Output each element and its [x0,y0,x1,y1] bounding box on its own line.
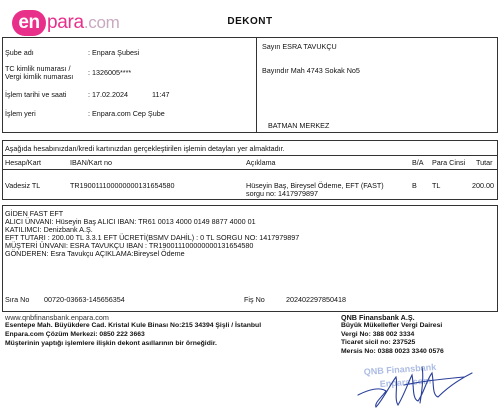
branch-label: Şube adı [5,48,34,57]
date-value: : 17.02.2024 [88,90,128,99]
row-description: Hüseyin Baş, Bireysel Ödeme, EFT (FAST) [246,181,384,190]
date-label: İşlem tarihi ve saati [5,90,67,99]
trade-registry: Ticaret sicil no: 237525 [341,339,416,346]
detail-line-4: EFT TUTARI : 200.00 TL 3.3.1 EFT ÜCRETİ(BSMV DAHİL) : 0 TL SORGU NO: 1417979897 [5,233,300,242]
footer-support: Enpara.com Çözüm Merkezi: 0850 222 3663 [5,331,145,338]
footer-note: Müşterinin yaptığı işlemlere ilişkin dekont asıllarının bir örneğidir. [5,340,217,347]
info-divider [256,37,257,133]
time-value: 11:47 [152,90,170,99]
stamp-line-2: Enpara.com [379,375,432,389]
fis-value: 202402297850418 [286,295,346,304]
row-amount: 200.00 [472,181,494,190]
tax-label: Vergi kimlik numarası [5,72,74,81]
footer-website: www.qnbfinansbank.enpara.com [5,313,109,322]
sira-label: Sıra No [5,295,30,304]
detail-line-3: KATILIMCI: Denizbank A.Ş. [5,225,93,234]
row-currency: TL [432,181,441,190]
info-frame [2,37,498,133]
intro-divider [2,155,498,156]
row-account: Vadesiz TL [5,181,41,190]
customer-city: BATMAN MERKEZ [268,121,330,130]
mersis-number: Mersis No: 0388 0023 3340 0576 [341,348,444,355]
tc-value: : 1326005**** [88,68,132,77]
row-query-no: sorgu no: 1417979897 [246,189,318,198]
tax-office: Büyük Mükellefler Vergi Dairesi [341,322,443,329]
row-ba: B [412,181,417,190]
row-iban: TR190011100000000131654580 [70,181,175,190]
branch-value: : Enpara Şubesi [88,48,140,57]
col-amount: Tutar [476,158,493,167]
customer-name: Sayın ESRA TAVUKÇU [262,42,337,51]
stamp-signature [352,355,492,413]
tc-label: TC kimlik numarası / [5,64,71,73]
detail-line-5: MÜŞTERİ ÜNVANI: ESRA TAVUKÇU IBAN : TR190011100000000131654580 [5,241,254,250]
tax-number: Vergi No: 388 002 3334 [341,331,415,338]
logo-dotcom: .com [83,12,120,32]
location-value: : Enpara.com Cep Şube [88,109,165,118]
location-label: İşlem yeri [5,109,36,118]
fis-label: Fiş No [244,295,265,304]
sira-value: 00720-03663-145656354 [44,295,125,304]
document-title: DEKONT [227,16,273,27]
statement-intro: Aşağıda hesabınızdan/kredi kartınızdan gerçekleştirilen işlemin detayları yer almaktadır. [5,144,285,153]
col-ba: B/A [412,158,424,167]
detail-line-6: GÖNDEREN: Esra Tavukçu AÇIKLAMA:Bireysel Ödeme [5,249,185,258]
detail-line-1: GİDEN FAST EFT [5,209,64,218]
customer-address: Bayındır Mah 4743 Sokak No5 [262,66,360,75]
footer-address: Esentepe Mah. Büyükdere Cad. Kristal Kule Binası No:215 34394 Şişli / İstanbul [5,322,262,329]
col-currency: Para Cinsi [432,158,466,167]
bank-name: QNB Finansbank A.Ş. [341,313,415,322]
col-account: Hesap/Kart [5,158,41,167]
col-iban: IBAN/Kart no [70,158,112,167]
header-divider [2,169,498,170]
col-description: Açıklama [246,158,276,167]
stamp-line-1: QNB Finansbank [363,361,437,377]
detail-line-2: ALICI ÜNVANI: Hüseyin Baş ALICI IBAN: TR61 0013 4000 0149 8877 4000 01 [5,217,256,226]
logo-para: para [47,11,84,33]
logo-en-badge: en [12,10,46,36]
